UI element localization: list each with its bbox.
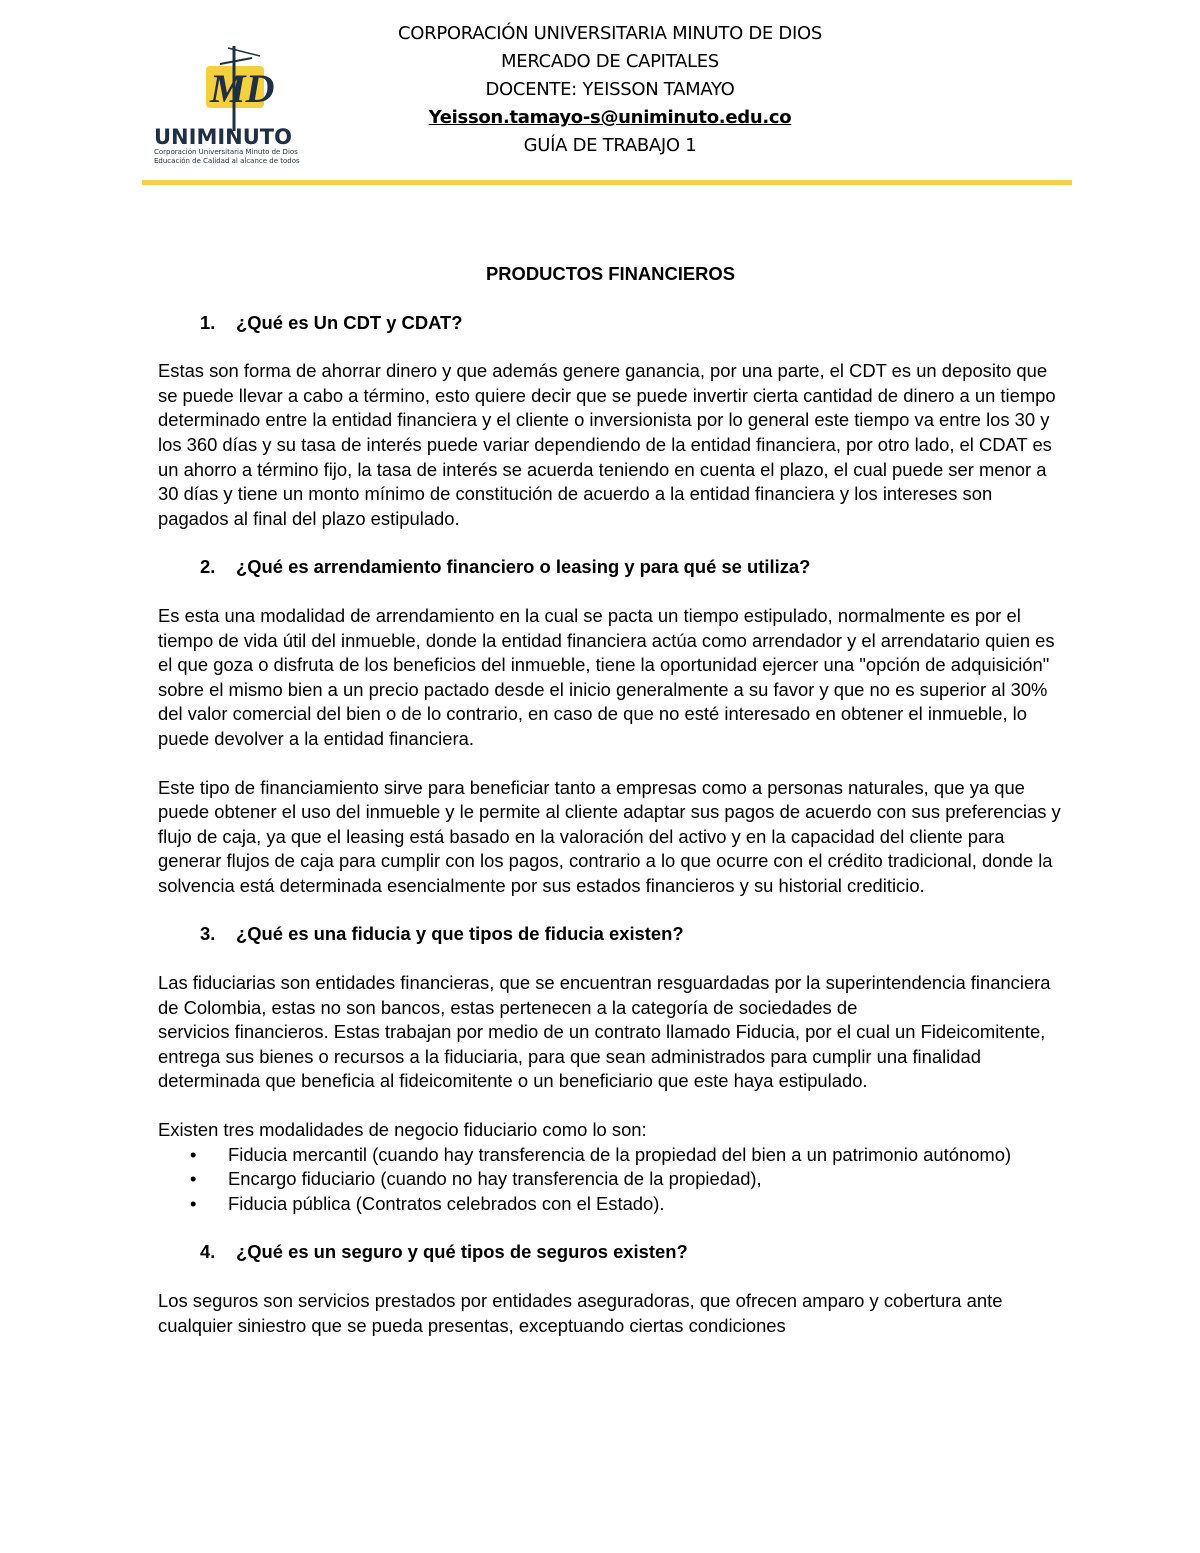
answer-4: Los seguros son servicios prestados por entidades aseguradoras, que ofrecen amparo y cobertura ante cualquier siniestro que se pueda presentas, exceptuando ciertas condiciones	[158, 1290, 1003, 1336]
question-text: ¿Qué es arrendamiento financiero o leasing y para qué se utiliza?	[236, 556, 811, 578]
list-item-text: Encargo fiduciario (cuando no hay transferencia de la propiedad),	[228, 1168, 762, 1190]
answer-1: Estas son forma de ahorrar dinero y que además genere ganancia, por una parte, el CDT es un deposito que se puede llevar a cabo a término, esto quiere decir que se puede invertir cierta cantidad de dinero a un tiempo determinado entre la entidad financiera y el cliente o inversionista por lo general este tiempo va entre los 30 y los 360 días y su tasa de interés puede variar dependiendo de la entidad financiera, por otro lado, el CDAT es un ahorro a término fijo, la tasa de interés se acuerda teniendo en cuenta el plazo, el cual puede ser menor a 30 días y tiene un monto mínimo de constitución de acuerdo a la entidad financiera y los intereses son pagados al final del plazo estipulado.	[158, 360, 1056, 529]
list-item	[158, 1192, 1063, 1217]
answer-2-paragraph-2: Este tipo de financiamiento sirve para beneficiar tanto a empresas como a personas naturales, que ya que puede obtener el uso del inmueble y le permite al cliente adaptar sus pagos de acuerdo con sus preferencias y flujo de caja, ya que el leasing está basado en la valoración del activo y en la capacidad del cliente para generar flujos de caja para cumplir con los pagos, contrario a lo que ocurre con el crédito tradicional, donde la solvencia está determinada esencialmente por sus estados financieros y su historial crediticio.	[158, 776, 1061, 896]
question-2	[158, 555, 1063, 580]
question-number: 2.	[200, 556, 216, 578]
question-3	[158, 922, 1063, 947]
svg-text:UNIMINUTO: UNIMINUTO	[154, 125, 292, 149]
answer-3-paragraph-1: Las fiduciarias son entidades financieras, que se encuentran resguardadas por la superintendencia financiera de Colombia, estas no son bancos, estas pertenecen a la categoría de sociedades de	[158, 972, 1051, 1018]
question-text: ¿Qué es Un CDT y CDAT?	[236, 311, 463, 333]
question-1	[158, 311, 1063, 336]
document-body	[158, 262, 1063, 1338]
document-header	[330, 20, 890, 160]
list-item	[158, 1167, 1063, 1192]
bullet-icon: •	[190, 1143, 197, 1165]
list-item-text: Fiducia pública (Contratos celebrados con el Estado).	[228, 1192, 665, 1214]
bullet-icon: •	[190, 1168, 197, 1190]
svg-text:MD: MD	[210, 66, 275, 111]
answer-3-paragraph-2: servicios financieros. Estas trabajan por medio de un contrato llamado Fiducia, por el cual un Fideicomitente, entrega sus bienes o recursos a la fiduciaria, para que sean administrados para cumplir una finalidad determinada que beneficia al fideicomitente o un beneficiario que este haya estipulado.	[158, 1021, 1046, 1092]
page-title: PRODUCTOS FINANCIEROS	[486, 263, 735, 284]
question-number: 1.	[200, 311, 216, 333]
answer-2-paragraph-1: Es esta una modalidad de arrendamiento en la cual se pacta un tiempo estipulado, normalmente es por el tiempo de vida útil del inmueble, donde la entidad financiera actúa como arrendador y el arrendatario quien es el que goza o disfruta de los beneficios del inmueble, tiene la oportunidad ejercer una "opción de adquisición" sobre el mismo bien a un precio pactado desde el inicio generalmente a su favor y que no es superior al 30% del valor comercial del bien o de lo contrario, en caso de que no esté interesado en obtener el inmueble, lo puede devolver a la entidad financiera.	[158, 604, 1055, 749]
question-number: 3.	[200, 923, 216, 945]
svg-text:Educación de Calidad al alcanc: Educación de Calidad al alcance de todos	[154, 157, 300, 165]
question-text: ¿Qué es una fiducia y que tipos de fiducia existen?	[236, 923, 684, 945]
list-item-text: Fiducia mercantil (cuando hay transferencia de la propiedad del bien a un patrimonio autónomo)	[228, 1143, 1012, 1165]
institution-name: CORPORACIÓN UNIVERSITARIA MINUTO DE DIOS	[398, 23, 822, 44]
teacher-name: DOCENTE: YEISSON TAMAYO	[485, 79, 735, 100]
teacher-email-link[interactable]: Yeisson.tamayo-s@uniminuto.edu.co	[428, 107, 792, 128]
answer-3-paragraph-3: Existen tres modalidades de negocio fiduciario como lo son:	[158, 1119, 647, 1141]
uniminuto-logo-image	[148, 36, 328, 166]
course-name: MERCADO DE CAPITALES	[501, 51, 719, 72]
fiducia-types-list	[158, 1143, 1063, 1217]
uniminuto-logo	[148, 36, 328, 166]
svg-text:Corporación Universitaria Minu: Corporación Universitaria Minuto de Dios	[154, 148, 298, 156]
question-number: 4.	[200, 1241, 216, 1263]
guide-title: GUÍA DE TRABAJO 1	[523, 135, 697, 156]
header-divider	[142, 180, 1072, 185]
list-item	[158, 1143, 1063, 1168]
bullet-icon: •	[190, 1192, 197, 1214]
question-4	[158, 1240, 1063, 1265]
question-text: ¿Qué es un seguro y qué tipos de seguros existen?	[236, 1241, 688, 1263]
